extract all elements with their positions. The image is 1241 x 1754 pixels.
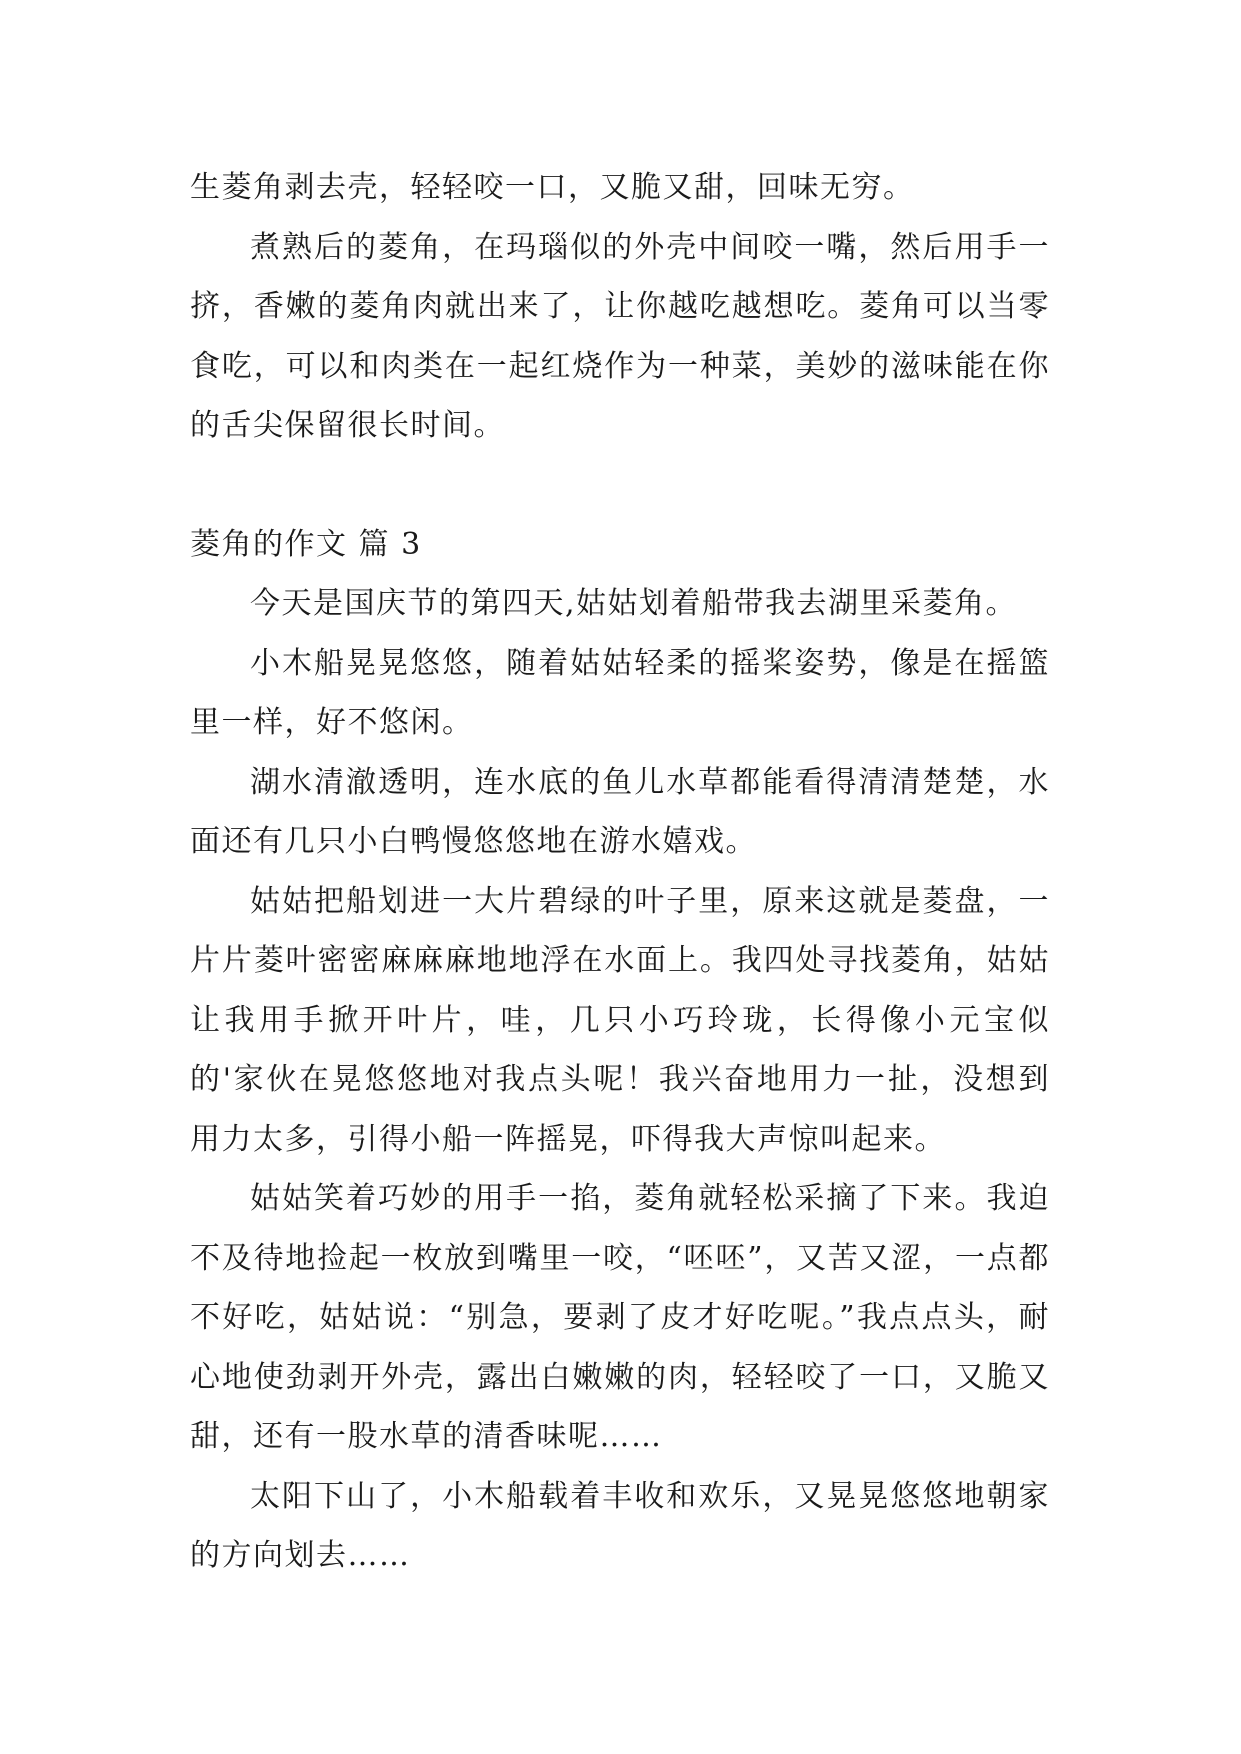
- paragraph-2: 煮熟后的菱角，在玛瑙似的外壳中间咬一嘴，然后用手一挤，香嫩的菱角肉就出来了，让你越吃越想吃。菱角可以当零食吃，可以和肉类在一起红烧作为一种菜，美妙的滋味能在你的舌尖保留很长时间。: [190, 229, 1050, 443]
- paragraph-5: 湖水清澈透明，连水底的鱼儿水草都能看得清清楚楚，水面还有几只小白鸭慢悠悠地在游水嬉戏。: [190, 764, 1050, 859]
- paragraph-6: 姑姑把船划进一大片碧绿的叶子里，原来这就是菱盘，一片片菱叶密密麻麻麻地地浮在水面上。我四处寻找菱角，姑姑让我用手掀开叶片，哇，几只小巧玲珑，长得像小元宝似的'家伙在晃悠悠地对我点头呢！我兴奋地用力一扯，没想到用力太多，引得小船一阵摇晃，吓得我大声惊叫起来。: [190, 883, 1050, 1157]
- paragraph-7: 姑姑笑着巧妙的用手一掐，菱角就轻松采摘了下来。我迫不及待地捡起一枚放到嘴里一咬，“呸呸”，又苦又涩，一点都不好吃，姑姑说：“别急，要剥了皮才好吃呢。”我点点头，耐心地使劲剥开外壳，露出白嫩嫩的肉，轻轻咬了一口，又脆又甜，还有一股水草的清香味呢……: [190, 1181, 1050, 1454]
- paragraph-1: 生菱角剥去壳，轻轻咬一口，又脆又甜，回味无穷。: [190, 170, 915, 205]
- document-body: [190, 158, 1050, 1586]
- paragraph-3: 今天是国庆节的第四天,姑姑划着船带我去湖里采菱角。: [250, 586, 1018, 621]
- section-heading: 菱角的作文 篇 3: [190, 526, 422, 562]
- paragraph-8: 太阳下山了，小木船载着丰收和欢乐，又晃晃悠悠地朝家的方向划去……: [190, 1478, 1050, 1573]
- paragraph-4: 小木船晃晃悠悠，随着姑姑轻柔的摇桨姿势，像是在摇篮里一样，好不悠闲。: [190, 645, 1050, 740]
